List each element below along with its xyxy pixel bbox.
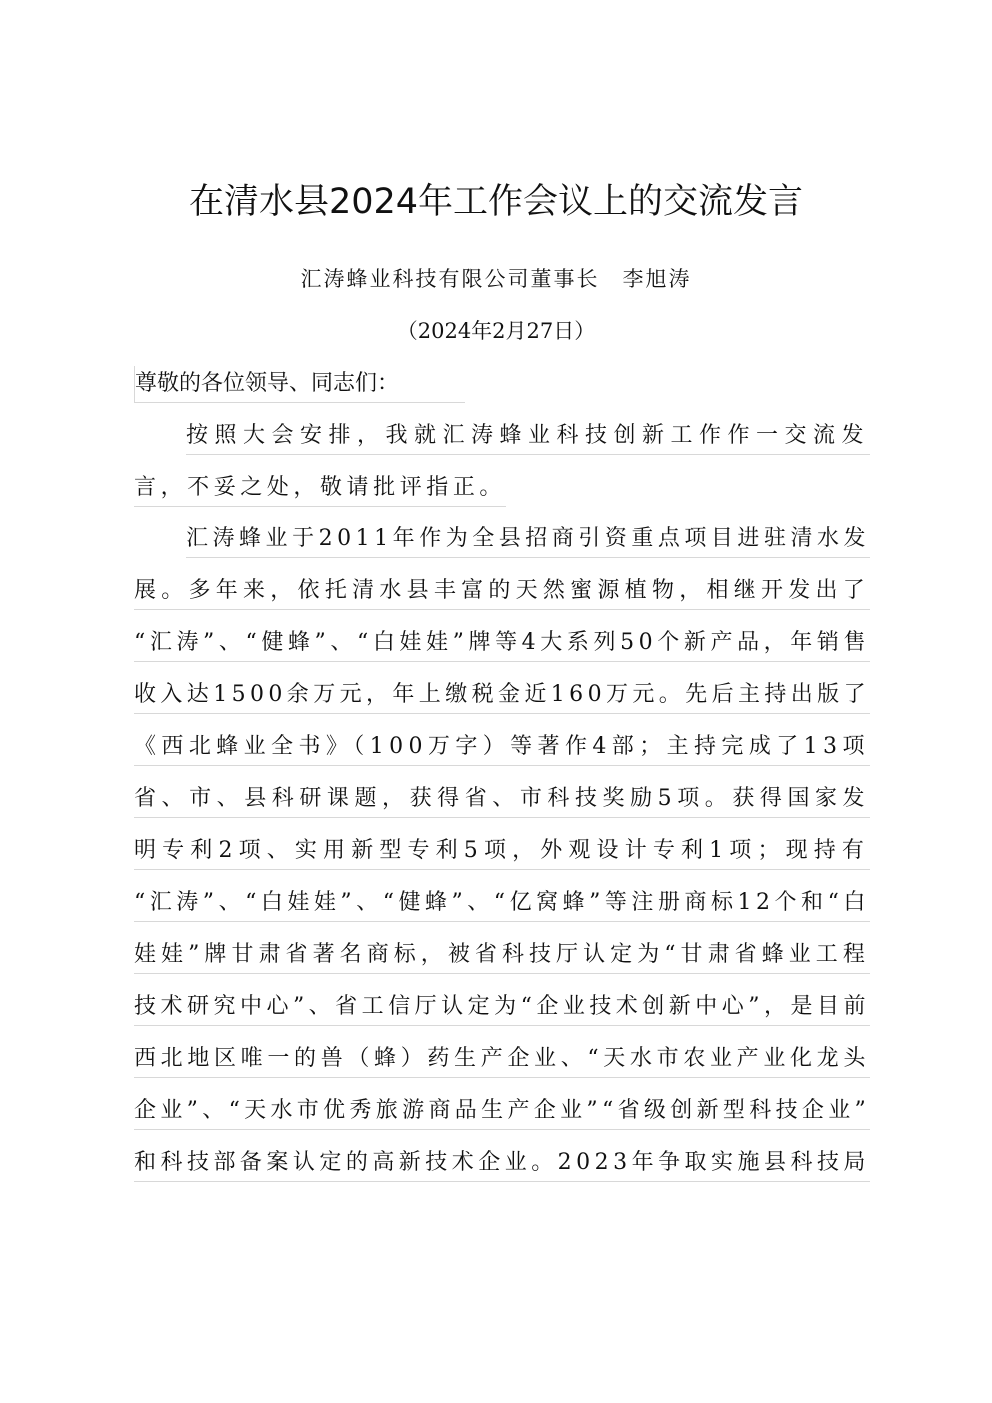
- text-line: 按照大会安排，我就汇涛蜂业科技创新工作作一交流发: [186, 418, 870, 455]
- text-line: 企业”、“天水市优秀旅游商品生产企业”“省级创新型科技企业”: [134, 1093, 870, 1130]
- text-line: 和科技部备案认定的高新技术企业。2023年争取实施县科技局: [134, 1145, 870, 1182]
- text-line: 西北地区唯一的兽（蜂）药生产企业、“天水市农业产业化龙头: [134, 1041, 870, 1078]
- text-line: 《西北蜂业全书》（100万字）等著作4部；主持完成了13项: [134, 729, 870, 766]
- document-title: 在清水县2024年工作会议上的交流发言: [188, 182, 804, 222]
- salutation: 尊敬的各位领导、同志们：: [134, 366, 465, 403]
- text-line: 娃娃”牌甘肃省著名商标，被省科技厅认定为“甘肃省蜂业工程: [134, 937, 870, 974]
- text-line: 明专利2项、实用新型专利5项，外观设计专利1项；现持有: [134, 833, 870, 870]
- text-line: 收入达1500余万元，年上缴税金近160万元。先后主持出版了: [134, 677, 870, 714]
- text-line: “汇涛”、“健蜂”、“白娃娃”牌等4大系列50个新产品，年销售: [134, 625, 870, 662]
- text-line: 言，不妥之处，敬请批评指正。: [134, 470, 506, 507]
- author-byline: 汇涛蜂业科技有限公司董事长 李旭涛: [300, 267, 692, 291]
- text-line: 展。多年来，依托清水县丰富的天然蜜源植物，相继开发出了: [134, 573, 870, 610]
- speech-date: （2024年2月27日）: [396, 319, 596, 343]
- text-line: 技术研究中心”、省工信厅认定为“企业技术创新中心”，是目前: [134, 989, 870, 1026]
- text-line: “汇涛”、“白娃娃”、“健蜂”、“亿窝蜂”等注册商标12个和“白: [134, 885, 870, 922]
- text-line: 省、市、县科研课题，获得省、市科技奖励5项。获得国家发: [134, 781, 870, 818]
- text-line: 汇涛蜂业于2011年作为全县招商引资重点项目进驻清水发: [186, 521, 870, 558]
